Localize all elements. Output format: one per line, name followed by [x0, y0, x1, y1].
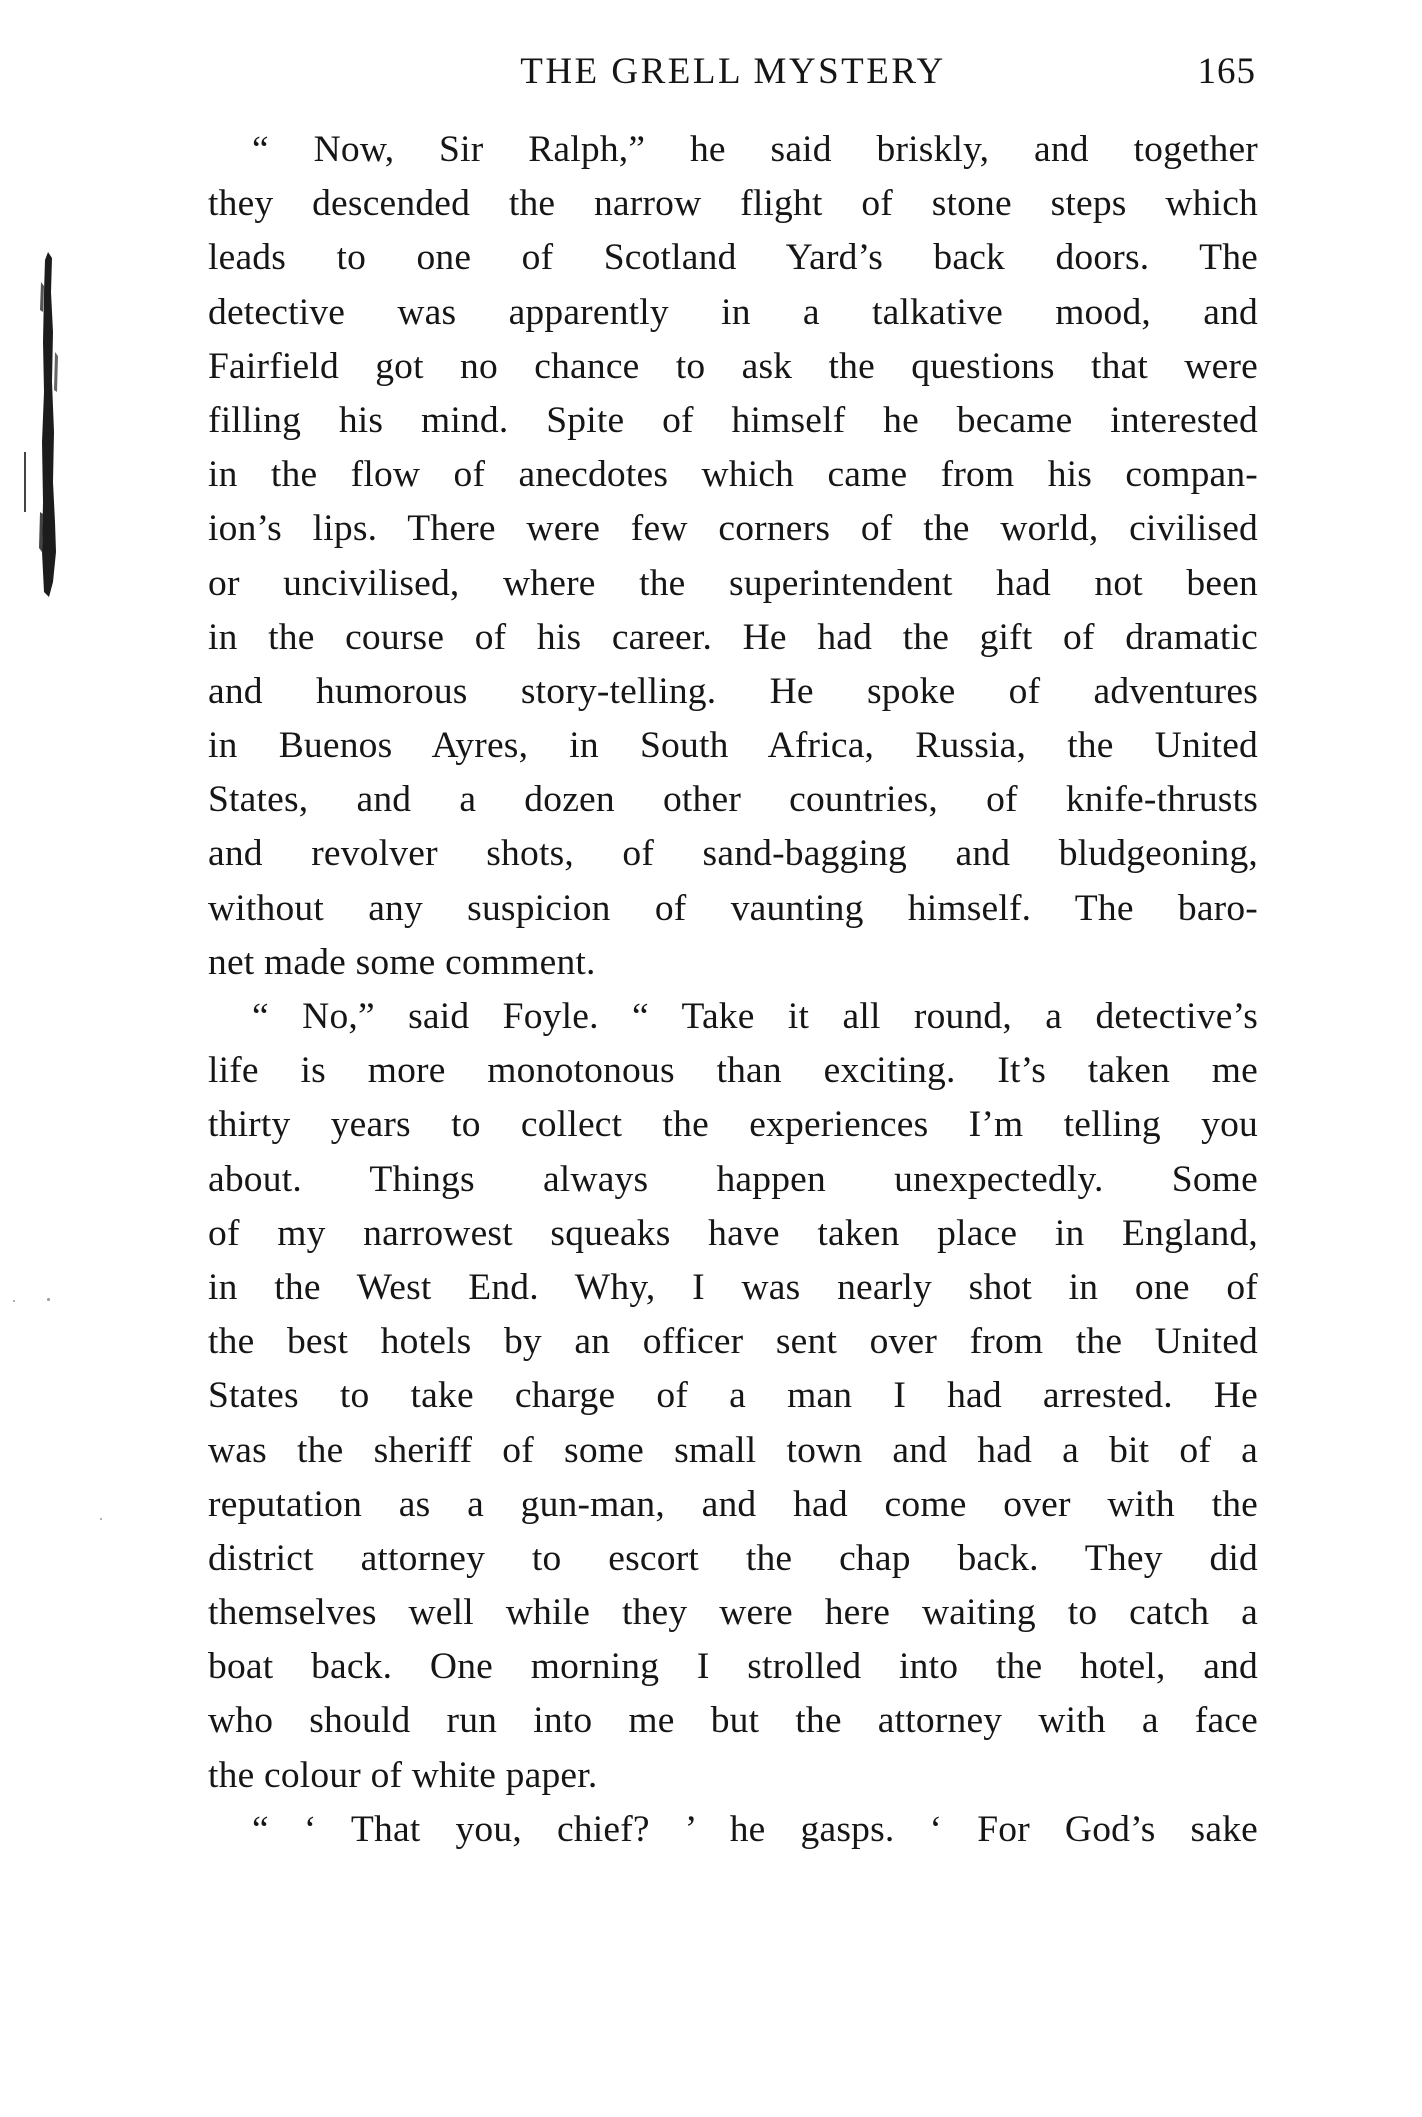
page-number: 165: [1197, 51, 1256, 92]
text-line: in the flow of anecdotes which came from his compan-: [208, 454, 1258, 496]
text-line: “ Now, Sir Ralph,” he said briskly, and together: [252, 129, 1258, 170]
text-line: they descended the narrow flight of stone steps which: [208, 183, 1258, 225]
text-line: in the course of his career. He had the gift of dramatic: [208, 616, 1258, 658]
text-line: and revolver shots, of sand-bagging and bludgeoning,: [208, 833, 1258, 875]
text-line: of my narrowest squeaks have taken place in England,: [208, 1212, 1258, 1254]
page-speck: [47, 1298, 50, 1301]
text-line: reputation as a gun-man, and had come over with the: [208, 1483, 1258, 1525]
text-line: the best hotels by an officer sent over from the United: [208, 1321, 1258, 1363]
text-line: in Buenos Ayres, in South Africa, Russia, the United: [208, 725, 1258, 767]
text-line: net made some comment.: [208, 941, 596, 983]
page-speck: [13, 1300, 15, 1302]
text-line: detective was apparently in a talkative mood, and: [208, 291, 1258, 333]
text-line: “ ‘ That you, chief? ’ he gasps. ‘ For God’s sake: [252, 1808, 1258, 1850]
text-line: about. Things always happen unexpectedly. Some: [208, 1158, 1258, 1200]
text-line: boat back. One morning I strolled into the hotel, and: [208, 1646, 1258, 1688]
text-line: “ No,” said Foyle. “ Take it all round, a detective’s: [252, 996, 1258, 1037]
page-speck: [100, 1518, 102, 1520]
text-line: district attorney to escort the chap back. They did: [208, 1537, 1258, 1579]
text-line: was the sheriff of some small town and had a bit of a: [208, 1429, 1258, 1471]
text-line: filling his mind. Spite of himself he became interested: [208, 399, 1258, 441]
text-line: who should run into me but the attorney with a face: [208, 1700, 1258, 1742]
text-line: ion’s lips. There were few corners of the world, civilised: [208, 508, 1258, 550]
text-line: in the West End. Why, I was nearly shot in one of: [208, 1266, 1258, 1308]
text-line: leads to one of Scotland Yard’s back doors. The: [208, 237, 1258, 279]
text-line: States, and a dozen other countries, of knife-thrusts: [208, 779, 1258, 821]
body-text: [208, 123, 1258, 1857]
text-line: thirty years to collect the experiences I’m telling you: [208, 1104, 1258, 1146]
text-line: and humorous story-telling. He spoke of adventures: [208, 670, 1258, 712]
text-line: the colour of white paper.: [208, 1754, 598, 1796]
text-line: States to take charge of a man I had arrested. He: [208, 1375, 1258, 1417]
text-line: themselves well while they were here waiting to catch a: [208, 1592, 1258, 1634]
text-line: without any suspicion of vaunting himself. The baro-: [208, 887, 1258, 929]
binding-edge-mark: [22, 252, 62, 597]
running-head: [208, 44, 1258, 100]
running-title: THE GRELL MYSTERY: [520, 51, 946, 92]
text-line: Fairfield got no chance to ask the questions that were: [208, 345, 1258, 387]
text-line: life is more monotonous than exciting. It’s taken me: [208, 1050, 1258, 1092]
text-line: or uncivilised, where the superintendent had not been: [208, 562, 1258, 604]
